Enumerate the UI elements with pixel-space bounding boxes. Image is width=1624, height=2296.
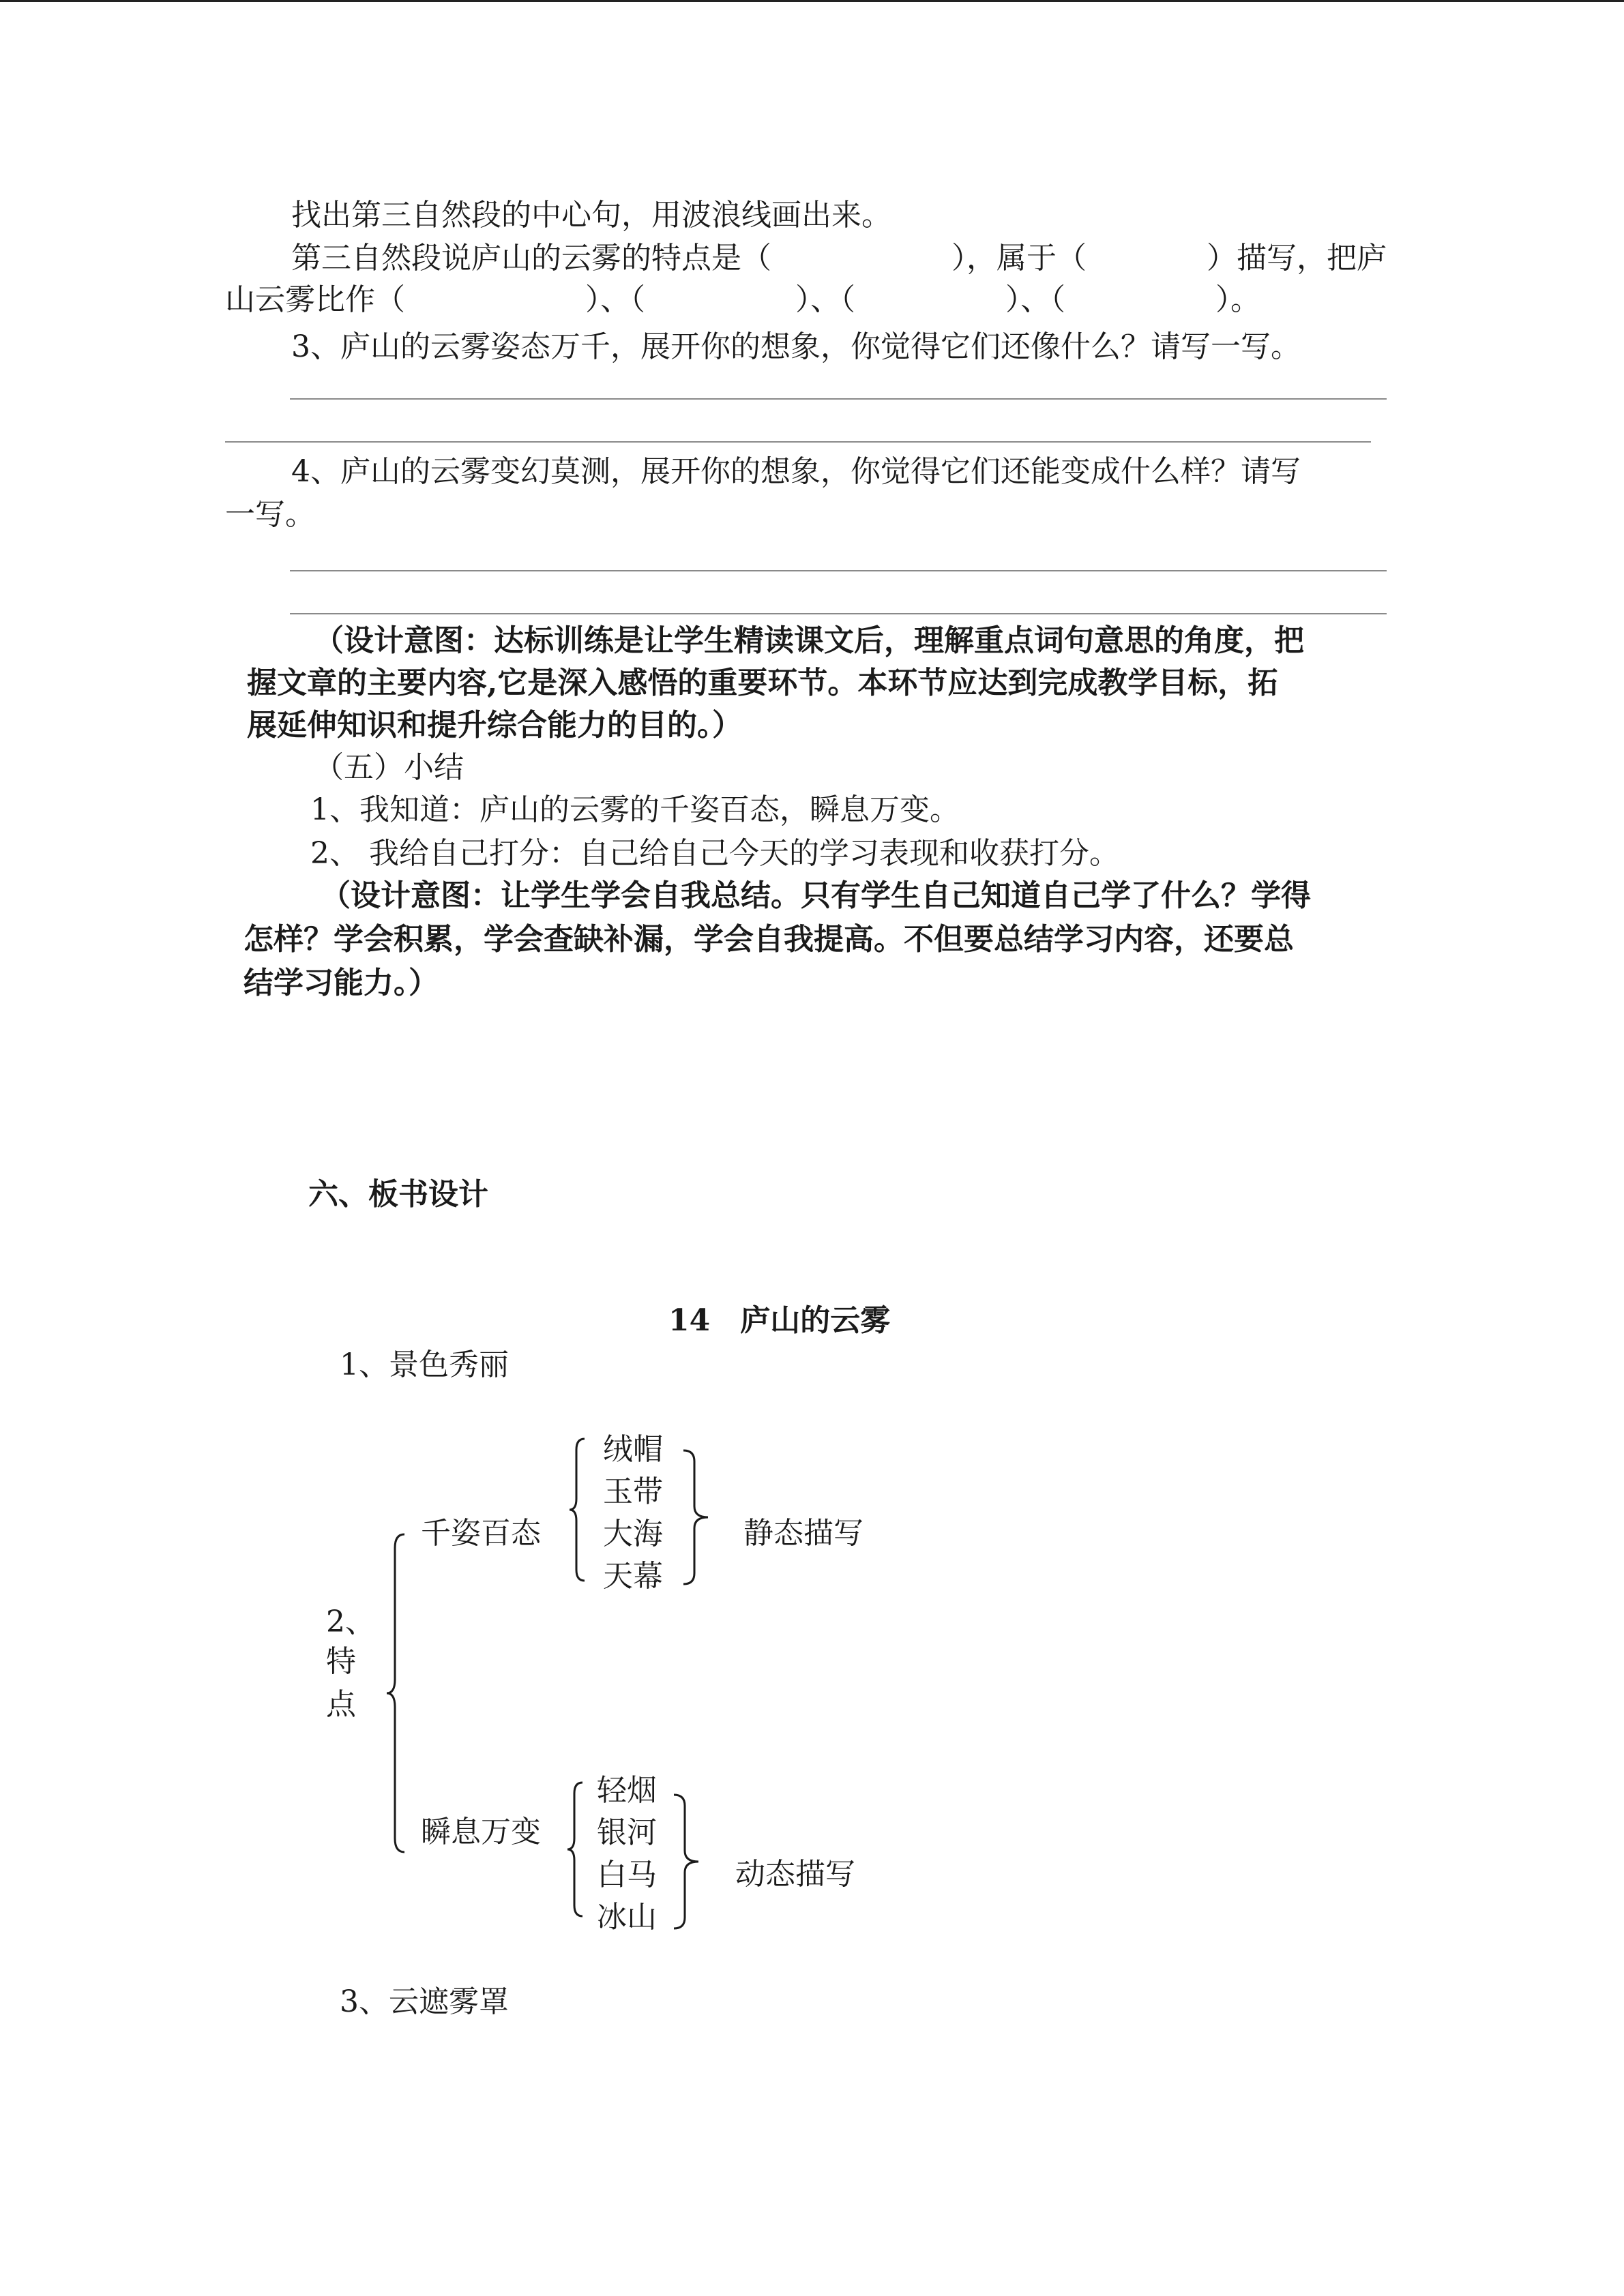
board-point-2-char-1: 特 — [326, 1644, 356, 1679]
group-1-name: 千姿百态 — [421, 1516, 541, 1551]
exercise-line-3: 山云雾比作（ ）、（ ）、（ ）、（ ）。 — [225, 282, 1260, 317]
board-point-1: 1、景色秀丽 — [340, 1347, 509, 1382]
group-2-item-2: 银河 — [597, 1815, 657, 1850]
design-note-1-line-2: 握文章的主要内容,它是深入感悟的重要环节。本环节应达到完成教学目标，拓 — [247, 666, 1278, 700]
question-3: 3、庐山的云雾姿态万千，展开你的想象，你觉得它们还像什么？请写一写。 — [291, 329, 1301, 364]
exercise-line-2: 第三自然段说庐山的云雾的特点是（ ），属于（ ）描写，把庐 — [291, 241, 1387, 275]
board-point-2-number: 2、 — [326, 1605, 375, 1639]
design-note-2-line-1: （设计意图：让学生学会自我总结。只有学生自己知道自己学了什么？学得 — [321, 878, 1311, 913]
group-2-name: 瞬息万变 — [421, 1815, 541, 1849]
exercise-line-1: 找出第三自然段的中心句，用波浪线画出来。 — [291, 198, 891, 233]
big-left-brace — [385, 1533, 406, 1853]
board-design-heading: 六、板书设计 — [308, 1177, 488, 1212]
design-note-1-line-1: （设计意图：达标训练是让学生精读课文后，理解重点词句意思的角度，把 — [314, 623, 1304, 658]
summary-item-1: 1、我知道：庐山的云雾的千姿百态，瞬息万变。 — [310, 792, 960, 827]
group-1-item-4: 天幕 — [603, 1559, 663, 1594]
design-note-1-line-3: 展延伸知识和提升综合能力的目的。） — [247, 708, 742, 743]
design-note-2-line-3: 结学习能力。） — [243, 966, 439, 1000]
group-1-item-2: 玉带 — [603, 1474, 663, 1509]
answer-line-q4-2 — [290, 613, 1387, 614]
group-2-item-1: 轻烟 — [597, 1773, 657, 1808]
answer-line-q3-2 — [225, 441, 1371, 443]
group-1-right-brace — [682, 1449, 709, 1585]
group-2-item-4: 冰山 — [597, 1900, 657, 1935]
group-2-type: 动态描写 — [735, 1857, 855, 1892]
group-2-right-brace — [673, 1793, 700, 1930]
page-top-border — [0, 0, 1624, 2]
question-4-line-1: 4、庐山的云雾变幻莫测，展开你的想象，你觉得它们还能变成什么样？请写 — [291, 454, 1301, 489]
design-note-2-line-2: 怎样？学会积累，学会查缺补漏，学会自我提高。不但要总结学习内容，还要总 — [243, 922, 1294, 957]
group-2-item-3: 白马 — [597, 1858, 657, 1892]
group-1-type: 静态描写 — [743, 1516, 863, 1551]
answer-line-q3-1 — [290, 398, 1387, 400]
answer-line-q4-1 — [290, 570, 1387, 571]
board-point-3: 3、云遮雾罩 — [340, 1984, 509, 2019]
group-2-left-brace — [566, 1781, 584, 1918]
summary-item-2: 2、 我给自己打分：自己给自己今天的学习表现和收获打分。 — [310, 836, 1119, 871]
group-1-item-3: 大海 — [603, 1517, 663, 1551]
question-4-line-2: 一写。 — [225, 497, 315, 532]
board-title: 14 庐山的云雾 — [668, 1303, 891, 1338]
group-1-item-1: 绒帽 — [603, 1432, 663, 1467]
group-1-left-brace — [568, 1437, 586, 1582]
board-point-2-char-2: 点 — [326, 1687, 356, 1722]
summary-heading: （五）小结 — [314, 750, 464, 785]
